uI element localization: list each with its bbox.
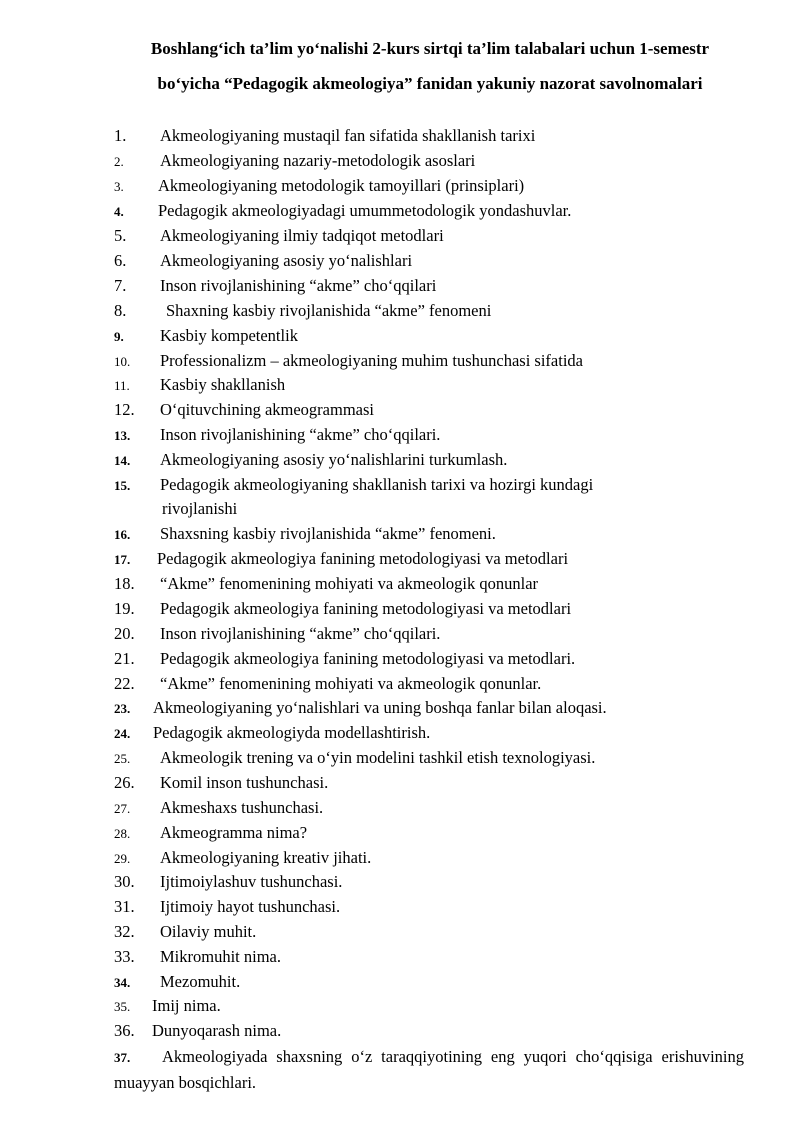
question-text: Pedagogik akmeologiyadagi umummetodologik yondashuvlar. xyxy=(158,201,572,220)
question-item xyxy=(114,301,491,321)
question-text: Kasbiy kompetentlik xyxy=(160,326,298,345)
question-text: Oilaviy muhit. xyxy=(160,922,257,941)
question-text: “Akme” fenomenining mohiyati va akmeologik qonunlar xyxy=(160,574,539,593)
question-item xyxy=(114,848,371,868)
question-number: 19. xyxy=(114,599,135,618)
question-text: Akmeologiyaning mustaqil fan sifatida shakllanish tarixi xyxy=(160,126,536,145)
question-item xyxy=(114,823,307,843)
question-item xyxy=(114,351,583,371)
question-number: 25. xyxy=(114,751,131,766)
question-item xyxy=(114,475,593,495)
question-item xyxy=(114,674,541,694)
question-text: Ijtimoiylashuv tushunchasi. xyxy=(160,872,343,891)
question-number: 32. xyxy=(114,922,135,941)
question-text: Akmeogramma nima? xyxy=(160,823,308,842)
question-text: Dunyoqarash nima. xyxy=(152,1021,282,1040)
question-number: 27. xyxy=(114,801,131,816)
question-item xyxy=(114,947,281,967)
question-text: Pedagogik akmeologiyda modellashtirish. xyxy=(153,723,431,742)
document-title-line-2: bo‘yicha “Pedagogik akmeologiya” fanidan yakuniy nazorat savolnomalari xyxy=(157,74,703,93)
question-text: Kasbiy shakllanish xyxy=(160,375,286,394)
question-item xyxy=(114,599,571,619)
question-item xyxy=(114,574,538,594)
question-number: 30. xyxy=(114,872,135,891)
question-item xyxy=(114,176,524,196)
question-number: 4. xyxy=(114,204,124,219)
question-number: 18. xyxy=(114,574,135,593)
question-number: 9. xyxy=(114,329,124,344)
question-number: 21. xyxy=(114,649,135,668)
question-item xyxy=(114,698,607,718)
question-text: Akmeologiyaning asosiy yo‘nalishlari xyxy=(160,251,413,270)
question-text: Shaxsning kasbiy rivojlanishida “akme” fenomeni. xyxy=(160,524,496,543)
question-item xyxy=(114,201,571,221)
question-number: 29. xyxy=(114,851,131,866)
question-number: 24. xyxy=(114,726,131,741)
question-text: Akmeologiyaning metodologik tamoyillari (prinsiplari) xyxy=(158,176,525,195)
question-text-continuation: rivojlanishi xyxy=(162,499,238,518)
question-text: Pedagogik akmeologiya fanining metodologiyasi va metodlari xyxy=(160,599,572,618)
question-item xyxy=(114,624,440,644)
question-number: 37. xyxy=(114,1050,131,1065)
question-text: Inson rivojlanishining “akme” cho‘qqilari. xyxy=(160,624,441,643)
question-number: 8. xyxy=(114,301,127,320)
question-item xyxy=(114,326,298,346)
question-number: 1. xyxy=(114,126,127,145)
question-item xyxy=(114,400,374,420)
document-title-line-1: Boshlang‘ich ta’lim yo‘nalishi 2-kurs sirtqi ta’lim talabalari uchun 1-semestr xyxy=(150,39,710,58)
question-text: O‘qituvchining akmeogrammasi xyxy=(160,400,374,419)
question-number: 11. xyxy=(114,378,130,393)
question-item xyxy=(114,872,342,892)
question-text: Akmeshaxs tushunchasi. xyxy=(160,798,324,817)
question-item xyxy=(114,276,436,296)
question-item xyxy=(114,922,256,942)
question-text: “Akme” fenomenining mohiyati va akmeologik qonunlar. xyxy=(160,674,542,693)
question-number: 34. xyxy=(114,975,131,990)
question-number: 14. xyxy=(114,453,131,468)
question-item xyxy=(114,126,535,146)
question-item xyxy=(114,251,412,271)
question-text: Mezomuhit. xyxy=(160,972,241,991)
question-number: 10. xyxy=(114,354,131,369)
question-item xyxy=(114,450,507,470)
question-text: Inson rivojlanishining “akme” cho‘qqilari xyxy=(160,276,437,295)
question-item xyxy=(114,549,568,569)
question-number: 33. xyxy=(114,947,135,966)
question-number: 16. xyxy=(114,527,131,542)
question-text: Mikromuhit nima. xyxy=(160,947,281,966)
question-text: Inson rivojlanishining “akme” cho‘qqilari. xyxy=(160,425,441,444)
question-item xyxy=(114,1021,281,1041)
question-text: Akmeologiyaning ilmiy tadqiqot metodlari xyxy=(160,226,444,245)
question-number: 15. xyxy=(114,478,131,493)
question-number: 5. xyxy=(114,226,127,245)
question-text: Pedagogik akmeologiyaning shakllanish tarixi va hozirgi kundagi xyxy=(160,475,594,494)
question-number: 23. xyxy=(114,701,131,716)
question-item xyxy=(114,972,240,992)
question-text: Pedagogik akmeologiya fanining metodologiyasi va metodlari. xyxy=(160,649,576,668)
question-item xyxy=(114,723,430,743)
question-number: 17. xyxy=(114,552,131,567)
question-item xyxy=(114,425,440,445)
question-item xyxy=(114,773,328,793)
question-text: Professionalizm – akmeologiyaning muhim tushunchasi sifatida xyxy=(160,351,583,370)
question-text: Shaxning kasbiy rivojlanishida “akme” fenomeni xyxy=(166,301,492,320)
question-number: 3. xyxy=(114,179,124,194)
question-item xyxy=(114,996,221,1016)
question-number: 31. xyxy=(114,897,135,916)
question-number: 13. xyxy=(114,428,131,443)
question-text: Akmeologiyaning asosiy yo‘nalishlarini turkumlash. xyxy=(160,450,508,469)
question-number: 35. xyxy=(114,999,131,1014)
question-text: Akmeologiyaning kreativ jihati. xyxy=(160,848,372,867)
question-number: 26. xyxy=(114,773,135,792)
question-item-37 xyxy=(114,1045,744,1096)
question-number: 7. xyxy=(114,276,127,295)
question-number: 2. xyxy=(114,154,124,169)
question-number: 28. xyxy=(114,826,131,841)
question-text: Pedagogik akmeologiya fanining metodologiyasi va metodlari xyxy=(157,549,569,568)
question-number: 36. xyxy=(114,1021,135,1040)
question-text: Komil inson tushunchasi. xyxy=(160,773,329,792)
question-text: Akmeologik trening va o‘yin modelini tashkil etish texnologiyasi. xyxy=(160,748,596,767)
question-item xyxy=(114,897,340,917)
question-text: Akmeologiyaning nazariy-metodologik asoslari xyxy=(160,151,476,170)
question-text: Ijtimoiy hayot tushunchasi. xyxy=(160,897,341,916)
question-number: 22. xyxy=(114,674,135,693)
question-number: 20. xyxy=(114,624,135,643)
question-item xyxy=(114,226,444,246)
question-item xyxy=(114,375,285,395)
question-item xyxy=(114,151,475,171)
question-text: Akmeologiyaning yo‘nalishlari va uning boshqa fanlar bilan aloqasi. xyxy=(153,698,607,717)
question-item xyxy=(114,798,323,818)
question-item xyxy=(114,748,595,768)
question-number: 12. xyxy=(114,400,135,419)
question-text: Akmeologiyada shaxsning o‘z taraqqiyotining eng yuqori cho‘qqisiga erishuvining muayyan bosqichlari. xyxy=(114,1047,744,1092)
question-number: 6. xyxy=(114,251,127,270)
question-text: Imij nima. xyxy=(152,996,221,1015)
question-item xyxy=(114,524,496,544)
question-item xyxy=(114,649,575,669)
